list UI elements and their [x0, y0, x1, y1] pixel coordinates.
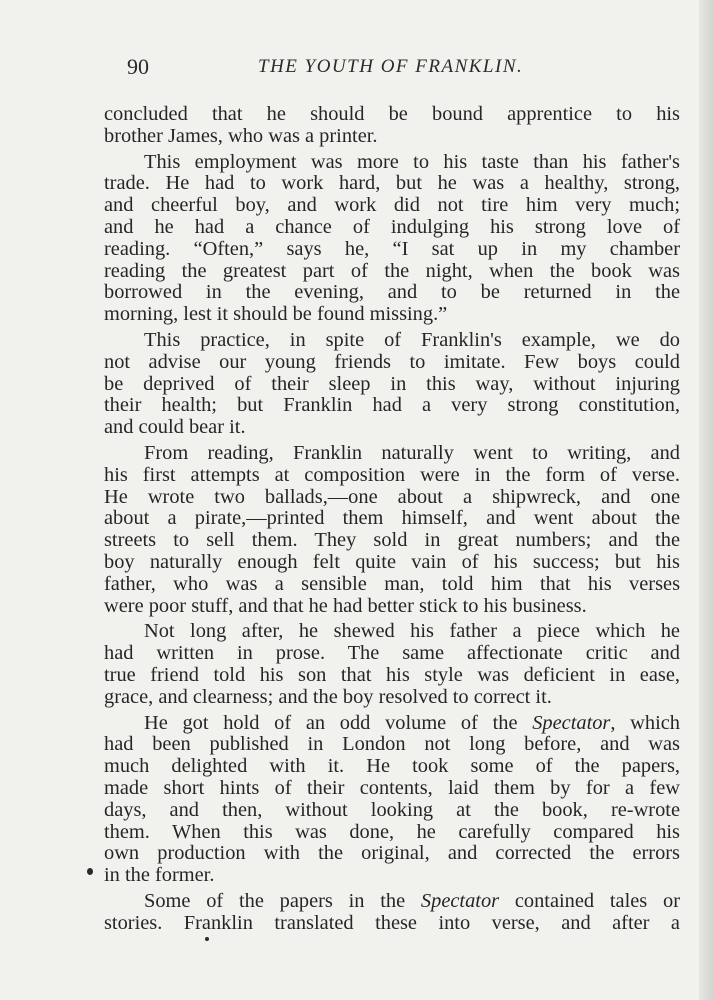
- margin-dot-mark: [87, 868, 93, 875]
- page-number: 90: [127, 54, 149, 79]
- text-line: From reading, Franklin naturally went to writing, and: [144, 441, 680, 464]
- text-line: made short hints of their contents, laid them by for a few: [104, 776, 680, 799]
- text-line: reading the greatest part of the night, when the book was: [104, 259, 680, 282]
- text-line: his first attempts at composition were in the form of verse.: [104, 463, 680, 486]
- text-line: borrowed in the evening, and to be returned in the: [104, 281, 680, 304]
- book-title-italic: Spectator: [532, 711, 611, 734]
- text-line: had written in prose. The same affectionate critic and: [104, 642, 680, 665]
- text-line: concluded that he should be bound apprentice to his: [104, 103, 680, 125]
- text-line: be deprived of their sleep in this way, without injuring: [104, 372, 680, 395]
- text-line: reading. “Often,” says he, “I sat up in my chamber: [104, 237, 680, 260]
- text-line: had been published in London not long before, and was: [104, 733, 680, 756]
- page-header: [122, 54, 542, 82]
- text-line: much delighted with it. He took some of the papers,: [104, 755, 680, 778]
- text-line: about a pirate,—printed them himself, and went about the: [104, 507, 680, 530]
- text-line: and cheerful boy, and work did not tire him very much;: [104, 194, 680, 217]
- text-line: stories. Franklin translated these into verse, and after a: [104, 911, 680, 934]
- text-line: in the former.: [104, 864, 215, 887]
- margin-dot-mark: [205, 937, 209, 941]
- text-line: brother James, who was a printer.: [104, 124, 378, 147]
- text-line: own production with the original, and corrected the errors: [104, 842, 680, 865]
- text-line: father, who was a sensible man, told him that his verses: [104, 572, 680, 595]
- text-line: true friend told his son that his style was deficient in ease,: [104, 663, 680, 686]
- running-head: THE YOUTH OF FRANKLIN.: [258, 56, 524, 77]
- text-line: boy naturally enough felt quite vain of his success; but his: [104, 550, 680, 573]
- text-line: days, and then, without looking at the book, re-wrote: [104, 798, 680, 821]
- text-line: and could bear it.: [104, 416, 246, 439]
- page-edge-shadow: [699, 0, 713, 1000]
- text-line: He wrote two ballads,—one about a shipwreck, and one: [104, 485, 680, 508]
- text-line: He got hold of an odd volume of the Spectator, which: [144, 711, 680, 734]
- text-line: them. When this was done, he carefully compared his: [104, 820, 680, 843]
- body-text: [104, 104, 680, 934]
- text-line: Not long after, he shewed his father a piece which he: [144, 620, 680, 643]
- text-line: morning, lest it should be found missing.”: [104, 303, 448, 326]
- text-line: This practice, in spite of Franklin's example, we do: [144, 328, 680, 351]
- text-line: grace, and clearness; and the boy resolved to correct it.: [104, 685, 552, 708]
- text-line: streets to sell them. They sold in great numbers; and the: [104, 529, 680, 552]
- book-title-italic: Spectator: [420, 889, 500, 912]
- text-line: and he had a chance of indulging his strong love of: [104, 215, 680, 238]
- text-line: not advise our young friends to imitate. Few boys could: [104, 350, 680, 373]
- text-line: their health; but Franklin had a very strong constitution,: [104, 394, 680, 417]
- text-line: Some of the papers in the Spectator contained tales or: [144, 889, 680, 912]
- text-line: were poor stuff, and that he had better stick to his business.: [104, 594, 587, 617]
- text-line: This employment was more to his taste than his father's: [144, 150, 680, 173]
- text-line: trade. He had to work hard, but he was a healthy, strong,: [104, 172, 680, 195]
